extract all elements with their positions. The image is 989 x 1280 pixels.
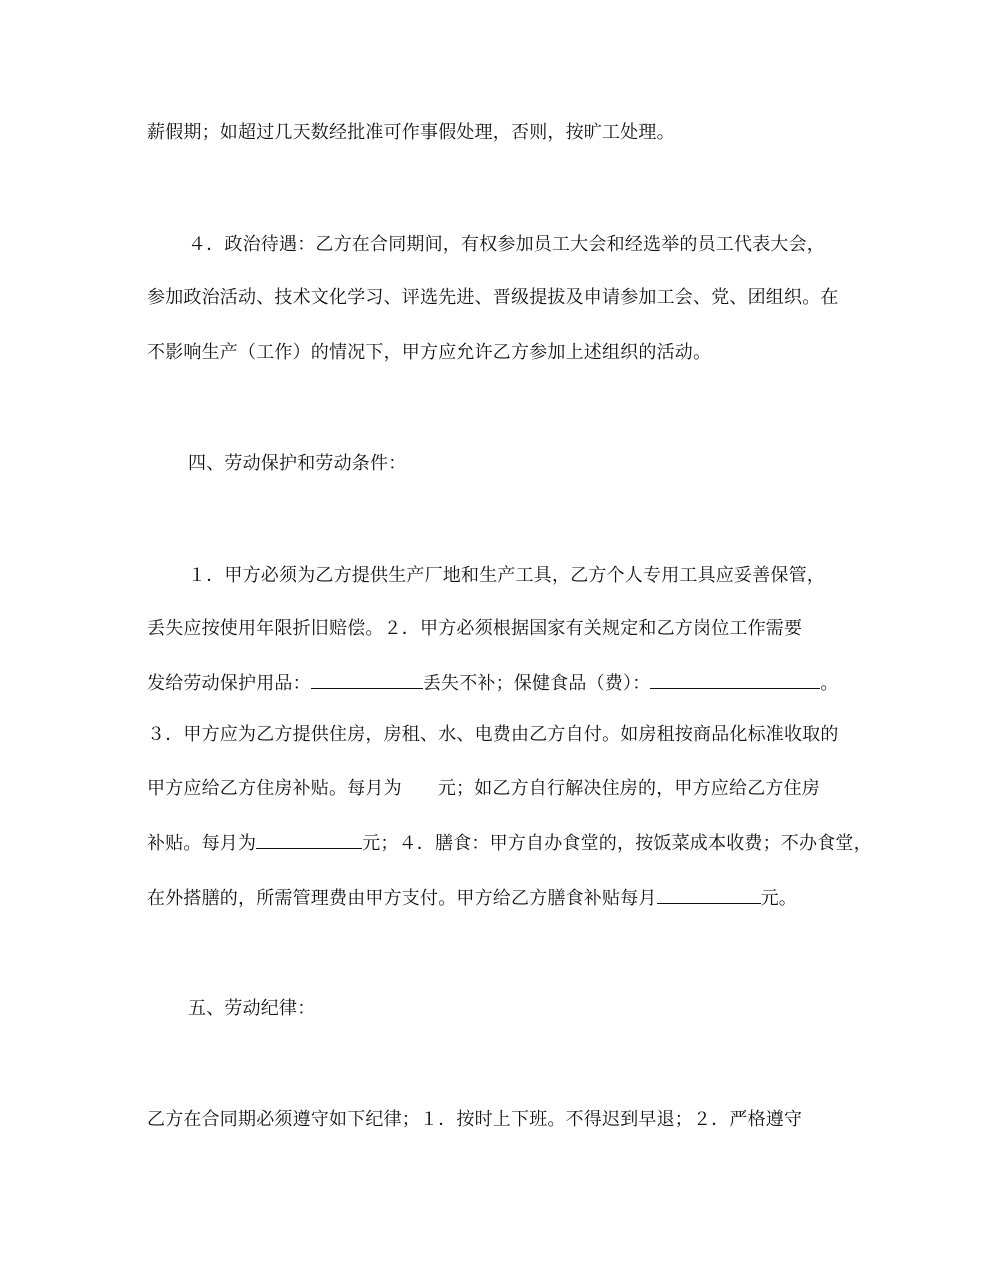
fill-in-blank	[256, 830, 362, 849]
fill-in-blank	[650, 670, 820, 689]
paragraph-line: 参加政治活动、技术文化学习、评选先进、晋级提拔及申请参加工会、党、团组织。在	[147, 287, 839, 308]
paragraph-line	[147, 777, 820, 801]
line-text: 补贴。每月为	[147, 833, 257, 854]
paragraph-line: ４．政治待遇：乙方在合同期间，有权参加员工大会和经选举的员工代表大会，	[188, 234, 825, 255]
line-text: 元；４．膳食：甲方自办食堂的，按饭菜成本收费；不办食堂，	[362, 833, 872, 854]
paragraph-line	[147, 670, 839, 696]
line-text: 丢失不补；保健食品（费）：	[422, 673, 651, 694]
paragraph-line: ３．甲方应为乙方提供住房，房租、水、电费由乙方自付。如房租按商品化标准收取的	[147, 724, 839, 745]
paragraph-line: 不影响生产（工作）的情况下，甲方应允许乙方参加上述组织的活动。	[147, 342, 712, 363]
line-text: 甲方应给乙方住房补贴。每月为	[147, 778, 402, 799]
section-heading: 四、劳动保护和劳动条件：	[188, 453, 407, 474]
paragraph-line: 乙方在合同期必须遵守如下纪律；１．按时上下班。不得迟到早退；２．严格遵守	[147, 1109, 803, 1130]
paragraph-line	[147, 885, 797, 911]
line-text: 在外搭膳的，所需管理费由甲方支付。甲方给乙方膳食补贴每月	[147, 888, 657, 909]
fill-in-blank	[657, 885, 761, 904]
fill-in-blank	[311, 670, 423, 689]
paragraph-line: 丢失应按使用年限折旧赔偿。２．甲方必须根据国家有关规定和乙方岗位工作需要	[147, 618, 803, 639]
line-text: 元。	[760, 888, 798, 909]
line-text: 发给劳动保护用品：	[147, 673, 311, 694]
line-text: 。	[820, 673, 839, 694]
paragraph-line: 薪假期；如超过几天数经批准可作事假处理，否则，按旷工处理。	[147, 122, 675, 143]
line-text: 元；如乙方自行解决住房的，甲方应给乙方住房	[437, 778, 821, 799]
paragraph-line	[147, 830, 872, 856]
paragraph-line: １．甲方必须为乙方提供生产厂地和生产工具，乙方个人专用工具应妥善保管，	[188, 565, 825, 586]
section-heading: 五、劳动纪律：	[188, 998, 316, 1019]
